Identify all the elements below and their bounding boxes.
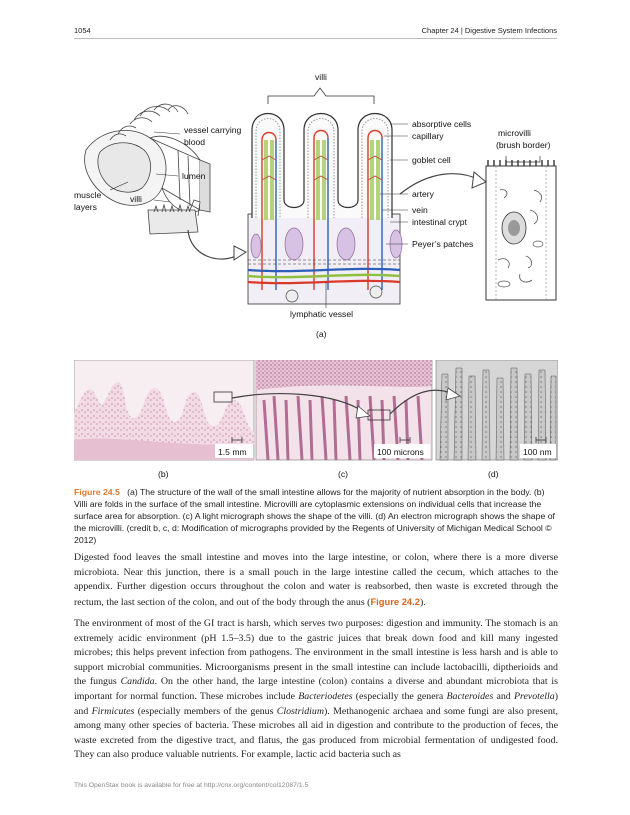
p2-text-a: The environment of most of the GI tract is harsh, which serves two purposes: digestion and immunity. The stomach is an extremely acidic environment (pH 1.5–3.5) due to the gastric juices that break down food and kill many ingested microbes; this helps prevent infection from pathogens. The environment in the small intestine is less harsh and is able to support microbial communities. Microorganisms present in the small intestine can include lactobacilli, diptherioids and the fungus <box>74 618 558 688</box>
figure-a-diagram <box>70 60 560 350</box>
p2-text-d: and <box>493 690 514 702</box>
label-intestinal-crypt: intestinal crypt <box>412 217 467 227</box>
label-absorptive-cells: absorptive cells <box>412 119 472 129</box>
label-goblet-cell: goblet cell <box>412 155 451 165</box>
label-villi-left: villi <box>130 194 142 204</box>
arrow-head <box>234 246 246 260</box>
scale-b: 1.5 mm <box>218 447 247 457</box>
label-vein: vein <box>412 205 428 215</box>
scale-c: 100 microns <box>377 447 424 457</box>
villi-bracket <box>268 88 374 104</box>
figure-number: Figure 24.5 <box>74 487 120 497</box>
intestine-tube-illustration <box>85 104 210 234</box>
label-capillary: capillary <box>412 131 444 141</box>
paragraph-1-end: ). <box>419 596 426 608</box>
header-rule <box>74 38 557 39</box>
arrow-to-cross-section <box>188 230 240 259</box>
micrograph-d <box>436 360 558 479</box>
label-brush-border: (brush border) <box>496 140 551 150</box>
p2-prevotella: Prevotella <box>513 690 555 702</box>
p2-text-e: ) and <box>74 690 558 717</box>
p2-text-c: (especially the genera <box>352 690 447 702</box>
page-footer: This OpenStax book is available for free at http://cnx.org/content/col12087/1.5 <box>74 782 309 789</box>
p2-bacteroides: Bacteroides <box>446 690 494 702</box>
chapter-title: Chapter 24 | Digestive System Infections <box>421 26 557 35</box>
label-microvilli: microvilli <box>498 128 531 138</box>
label-muscle: muscle <box>74 190 102 200</box>
villi-cross-section <box>248 114 402 305</box>
paragraph-1 <box>74 551 558 610</box>
p2-text-f: (especially members of the genus <box>134 705 277 717</box>
label-villi-top: villi <box>315 72 327 82</box>
p2-bacteriodetes: Bacteriodetes <box>298 690 353 702</box>
p2-firmicutes: Firmicutes <box>91 705 135 717</box>
label-layers: layers <box>74 202 97 212</box>
label-panel-b: (b) <box>158 469 169 479</box>
micrograph-row <box>74 360 558 484</box>
page-number: 1054 <box>74 26 91 35</box>
microvilli-cell-illustration <box>486 128 556 300</box>
label-lumen: lumen <box>182 171 206 181</box>
paragraph-2 <box>74 617 558 763</box>
label-panel-d: (d) <box>488 469 499 479</box>
label-peyers-patches: Peyer’s patches <box>412 239 474 249</box>
p2-text-b: . On the other hand, the large intestine (colon) contains a diverse and abundant microbiota that is important for normal function. These microbes include <box>74 676 559 702</box>
label-lymphatic-vessel: lymphatic vessel <box>290 309 354 319</box>
label-blood: blood <box>184 137 206 147</box>
label-vessel-carrying: vessel carrying <box>184 125 242 135</box>
p2-clostridium: Clostridium <box>276 705 324 717</box>
caption-text: (a) The structure of the wall of the small intestine allows for the majority of nutrient absorption in the body. (b) Villi are folds in the surface of the small intestine. Microvilli are cytoplasmic extensions on individual cells that increase the surface area for absorption. (c) A light micrograph shows the shape of the villi. (d) An electron micrograph shows the shape of the microvilli. (credit b, c, d: Modification of micrographs provided by the Regents of University of Michigan Medical School © 2012) <box>74 487 555 545</box>
paragraph-1-text: Digested food leaves the small intestine and moves into the large intestine, or colon, where there is a more diverse microbiota. Near this junction, there is a small pouch in the large intestine called the cecum, which attaches to the appendix. Further digestion occurs throughout the colon and water is reabsorbed, then waste is excreted through the rectum, the last section of the colon, and out of the body through the anus ( <box>74 552 558 608</box>
p2-text-g: ). Methanogenic archaea and some fungi are also present, among many other species of bacteria. These microbes all aid in digestion and contribute to the production of feces, the waste excreted from the digestive tract, and flatus, the gas produced from microbial fermentation of undigested food. They can also produce valuable nutrients. For example, lactic acid bacteria such as <box>74 705 558 761</box>
figure-link[interactable]: Figure 24.2 <box>370 595 420 607</box>
label-panel-c: (c) <box>338 469 349 479</box>
arrow-head-2 <box>472 172 486 188</box>
p2-candida: Candida <box>120 676 155 688</box>
label-panel-a: (a) <box>316 329 327 339</box>
figure-caption <box>74 487 558 547</box>
scale-d: 100 nm <box>523 447 552 457</box>
micrograph-b <box>74 360 254 479</box>
label-artery: artery <box>412 189 434 199</box>
micrograph-c <box>256 360 432 479</box>
